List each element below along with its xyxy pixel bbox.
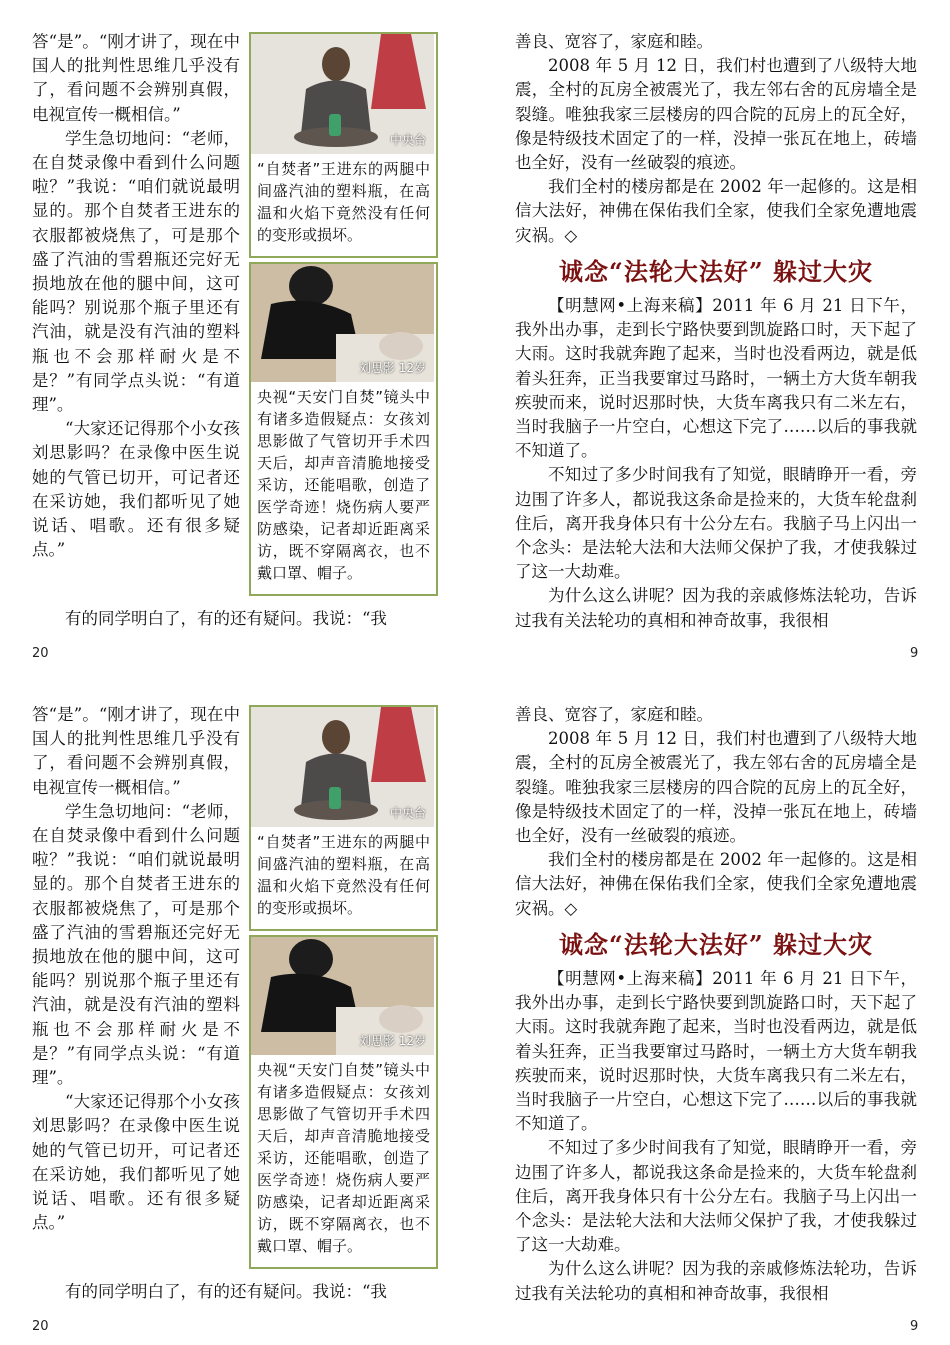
right-paragraph: 善良、宽容了，家庭和睦。 bbox=[515, 705, 713, 724]
right-paragraph: 【明慧网•上海来稿】2011 年 6 月 21 日下午，我外出办事，走到长宁路快要到凯旋路口时，天下起了大雨。这时我就奔跑了起来，当时也没看两边，就是低着头狂奔，正当我要窜过马路时，一辆土方大货车朝我疾驶而来，说时迟那时快，大货车离我只有二米左右，当时我脑子一片空白，心想这下完了……以后的事我就不知道了。 bbox=[515, 969, 917, 1134]
tv-logo: 中央台 bbox=[389, 806, 426, 820]
photo-self-immolator bbox=[251, 34, 434, 154]
page-number-right: 9 bbox=[910, 1319, 919, 1334]
right-paragraph: 2008 年 5 月 12 日，我们村也遭到了八级特大地震，全村的瓦房全被震光了，我左邻右舍的瓦房墙全是裂缝。唯独我家三层楼房的四合院的瓦房上的瓦全好，像是特级技术固定了的一样，没掉一张瓦在地上，砖墙也全好，没有一丝破裂的痕迹。 bbox=[515, 56, 917, 173]
left-paragraph: 学生急切地问：“老师，在自焚录像中看到什么问题啦？”我说：“咱们就说最明显的。那个自焚者王进东的衣服都被烧焦了，可是那个盛了汽油的雪碧瓶还完好无损地放在他的腿中间，这可能吗？别说那个瓶子里还有汽油，就是没有汽油的塑料瓶也不会那样耐火是不是？”有同学点头说：“有道理”。 bbox=[32, 801, 240, 1088]
spread-bottom bbox=[0, 673, 950, 1345]
left-paragraph: 学生急切地问：“老师，在自焚录像中看到什么问题啦？”我说：“咱们就说最明显的。那个自焚者王进东的衣服都被烧焦了，可是那个盛了汽油的雪碧瓶还完好无损地放在他的腿中间，这可能吗？别说那个瓶子里还有汽油，就是没有汽油的塑料瓶也不会那样耐火是不是？”有同学点头说：“有道理”。 bbox=[32, 128, 240, 415]
right-paragraph: 我们全村的楼房都是在 2002 年一起修的。这是相信大法好，神佛在保佑我们全家，使我们全家免遭地震灾祸。◇ bbox=[515, 850, 917, 918]
right-column bbox=[515, 703, 917, 1306]
article-headline: 诚念“法轮大法好” 躲过大灾 bbox=[559, 929, 873, 959]
right-column bbox=[515, 30, 917, 633]
photo-self-immolator bbox=[251, 707, 434, 827]
spread-top bbox=[0, 0, 950, 672]
right-paragraph: 善良、宽容了，家庭和睦。 bbox=[515, 32, 713, 51]
left-paragraph: 答“是”。“刚才讲了，现在中国人的批判性思维几乎没有了，看问题不会辨别真假，电视宣传一概相信。” bbox=[32, 32, 240, 124]
left-paragraph: 有的同学明白了，有的还有疑问。我说：“我 bbox=[65, 1282, 387, 1301]
right-paragraph: 为什么这么讲呢？因为我的亲戚修炼法轮功，告诉过我有关法轮功的真相和神奇故事，我很相 bbox=[515, 1259, 917, 1303]
tv-logo: 中央台 bbox=[389, 133, 426, 147]
photo-hospital-interview bbox=[251, 937, 434, 1055]
left-paragraph: “大家还记得那个小女孩刘思影吗？在录像中医生说她的气管已切开，可记者还在采访她，我们都听见了她说话、唱歌。还有很多疑点。” bbox=[32, 1092, 240, 1233]
figure-liu-siying bbox=[249, 262, 438, 596]
page-number-left: 20 bbox=[32, 1319, 49, 1334]
right-paragraph: 我们全村的楼房都是在 2002 年一起修的。这是相信大法好，神佛在保佑我们全家，使我们全家免遭地震灾祸。◇ bbox=[515, 177, 917, 245]
left-paragraph: “大家还记得那个小女孩刘思影吗？在录像中医生说她的气管已切开，可记者还在采访她，我们都听见了她说话、唱歌。还有很多疑点。” bbox=[32, 419, 240, 560]
figure-caption: 央视“天安门自焚”镜头中有诸多造假疑点：女孩刘思影做了气管切开手术四天后，却声音清脆地接受采访，还能唱歌，创造了医学奇迹！烧伤病人要严防感染，记者却近距离采访，既不穿隔离衣，也不戴口罩、帽子。 bbox=[257, 1061, 430, 1255]
article-headline: 诚念“法轮大法好” 躲过大灾 bbox=[559, 256, 873, 286]
page-number-left: 20 bbox=[32, 646, 49, 661]
photo-hospital-interview bbox=[251, 264, 434, 382]
left-paragraph: 有的同学明白了，有的还有疑问。我说：“我 bbox=[65, 609, 387, 628]
right-paragraph: 为什么这么讲呢？因为我的亲戚修炼法轮功，告诉过我有关法轮功的真相和神奇故事，我很相 bbox=[515, 586, 917, 630]
right-paragraph: 不知过了多少时间我有了知觉，眼睛睁开一看，旁边围了许多人，都说我这条命是捡来的，大货车轮盘刹住后，离开我身体只有十公分左右。我脑子马上闪出一个念头：是法轮大法和大法师父保护了我，才使我躲过了这一大劫难。 bbox=[515, 1138, 917, 1255]
page-number-right: 9 bbox=[910, 646, 919, 661]
left-column-text bbox=[32, 703, 240, 1235]
right-paragraph: 不知过了多少时间我有了知觉，眼睛睁开一看，旁边围了许多人，都说我这条命是捡来的，大货车轮盘刹住后，离开我身体只有十公分左右。我脑子马上闪出一个念头：是法轮大法和大法师父保护了我，才使我躲过了这一大劫难。 bbox=[515, 465, 917, 582]
left-paragraph: 答“是”。“刚才讲了，现在中国人的批判性思维几乎没有了，看问题不会辨别真假，电视宣传一概相信。” bbox=[32, 705, 240, 797]
right-paragraph: 2008 年 5 月 12 日，我们村也遭到了八级特大地震，全村的瓦房全被震光了，我左邻右舍的瓦房墙全是裂缝。唯独我家三层楼房的四合院的瓦房上的瓦全好，像是特级技术固定了的一样，没掉一张瓦在地上，砖墙也全好，没有一丝破裂的痕迹。 bbox=[515, 729, 917, 846]
left-full-width-text bbox=[32, 607, 442, 631]
figure-wang-jindong bbox=[249, 705, 438, 931]
right-paragraph: 【明慧网•上海来稿】2011 年 6 月 21 日下午，我外出办事，走到长宁路快要到凯旋路口时，天下起了大雨。这时我就奔跑了起来，当时也没看两边，就是低着头狂奔，正当我要窜过马路时，一辆土方大货车朝我疾驶而来，说时迟那时快，大货车离我只有二米左右，当时我脑子一片空白，心想这下完了……以后的事我就不知道了。 bbox=[515, 296, 917, 461]
overlay-label: 刘思影 12岁 bbox=[358, 361, 426, 375]
figure-caption: “自焚者”王进东的两腿中间盛汽油的塑料瓶，在高温和火焰下竟然没有任何的变形或损坏。 bbox=[257, 160, 430, 244]
figure-liu-siying bbox=[249, 935, 438, 1269]
figure-caption: 央视“天安门自焚”镜头中有诸多造假疑点：女孩刘思影做了气管切开手术四天后，却声音清脆地接受采访，还能唱歌，创造了医学奇迹！烧伤病人要严防感染，记者却近距离采访，既不穿隔离衣，也不戴口罩、帽子。 bbox=[257, 388, 430, 582]
figure-caption: “自焚者”王进东的两腿中间盛汽油的塑料瓶，在高温和火焰下竟然没有任何的变形或损坏。 bbox=[257, 833, 430, 917]
left-column-text bbox=[32, 30, 240, 562]
figure-wang-jindong bbox=[249, 32, 438, 258]
left-full-width-text bbox=[32, 1280, 442, 1304]
overlay-label: 刘思影 12岁 bbox=[358, 1034, 426, 1048]
